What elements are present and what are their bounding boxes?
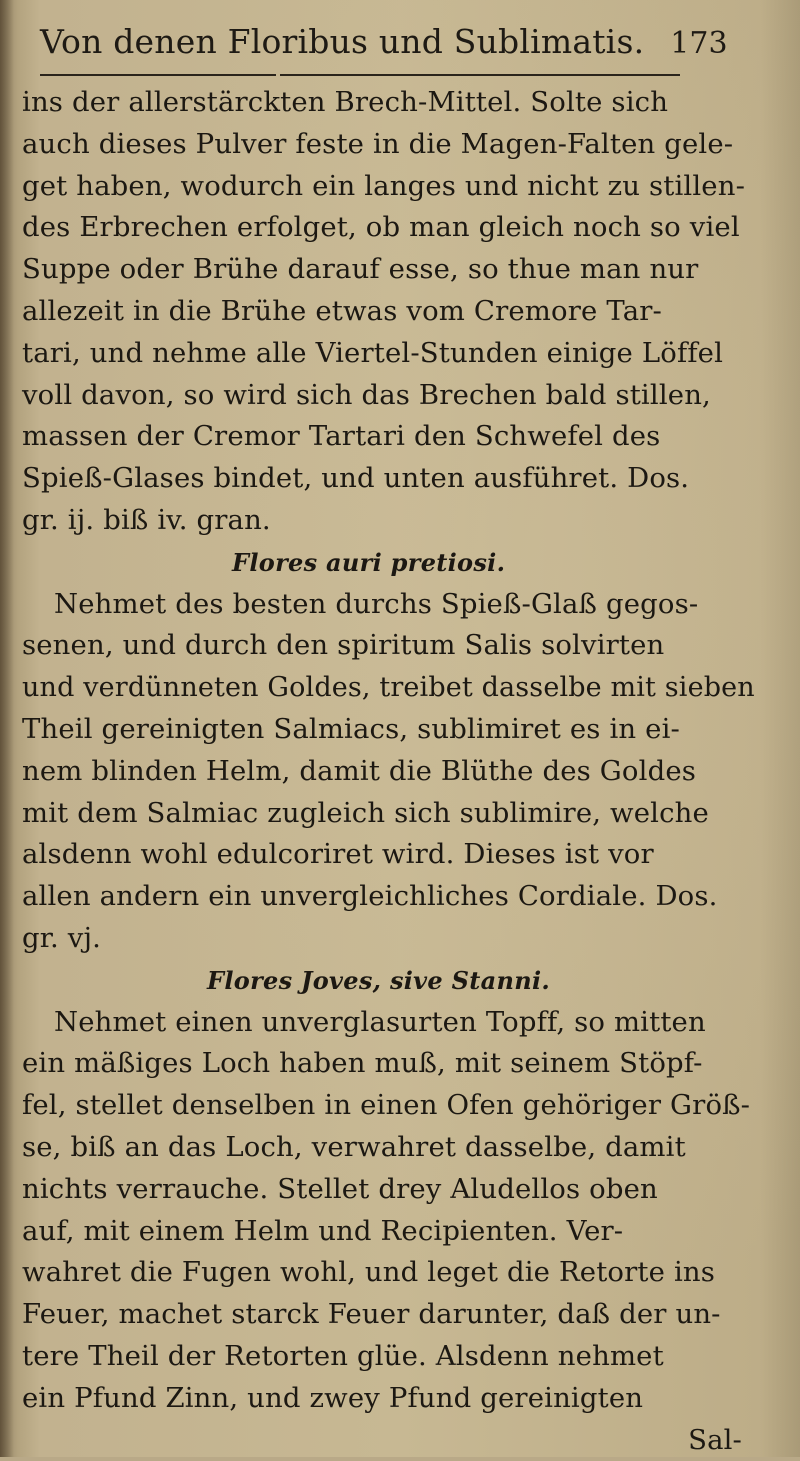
text-line: Theil gereinigten Salmiacs, sublimiret es in ei-	[22, 709, 742, 751]
text-line: ein mäßiges Loch haben muß, mit seinem Stöpf-	[22, 1043, 742, 1085]
text-line: massen der Cremor Tartari den Schwefel des	[22, 416, 742, 458]
text-line: tere Theil der Retorten glüe. Alsdenn nehmet	[22, 1336, 742, 1378]
text-line: ins der allerstärckten Brech-Mittel. Solte sich	[22, 82, 742, 124]
text-line: nem blinden Helm, damit die Blüthe des Goldes	[22, 751, 742, 793]
text-line: Suppe oder Brühe darauf esse, so thue man nur	[22, 249, 742, 291]
text-line: und verdünneten Goldes, treibet dasselbe mit sieben	[22, 667, 742, 709]
text-line: wahret die Fugen wohl, und leget die Retorte ins	[22, 1252, 742, 1294]
text-line: Nehmet einen unverglasurten Topff, so mitten	[22, 1002, 742, 1044]
section-heading-flores-auri: Flores auri pretiosi.	[22, 542, 742, 584]
text-line: allezeit in die Brühe etwas vom Cremore Tar-	[22, 291, 742, 333]
text-line: Feuer, machet starck Feuer darunter, daß der un-	[22, 1294, 742, 1336]
text-line: gr. vj.	[22, 918, 742, 960]
text-line: auch dieses Pulver feste in die Magen-Falten gele-	[22, 124, 742, 166]
text-line: senen, und durch den spiritum Salis solvirten	[22, 625, 742, 667]
text-line: gr. ij. biß iv. gran.	[22, 500, 742, 542]
text-line: ein Pfund Zinn, und zwey Pfund gereinigten	[22, 1378, 742, 1420]
header-rule-right	[280, 74, 680, 76]
text-line: voll davon, so wird sich das Brechen bald stillen,	[22, 375, 742, 417]
text-line: auf, mit einem Helm und Recipienten. Ver-	[22, 1211, 742, 1253]
text-line: allen andern ein unvergleichliches Cordiale. Dos.	[22, 876, 742, 918]
catchword: Sal-	[22, 1420, 742, 1461]
text-line: get haben, wodurch ein langes und nicht zu stillen-	[22, 166, 742, 208]
text-line: mit dem Salmiac zugleich sich sublimire, welche	[22, 793, 742, 835]
text-line: alsdenn wohl edulcoriret wird. Dieses ist vor	[22, 834, 742, 876]
gutter-shadow	[0, 0, 14, 1457]
text-line: Nehmet des besten durchs Spieß-Glaß gegos-	[22, 584, 742, 626]
text-line: tari, und nehme alle Viertel-Stunden einige Löffel	[22, 333, 742, 375]
text-line: Spieß-Glases bindet, und unten ausführet. Dos.	[22, 458, 742, 500]
text-line: se, biß an das Loch, verwahret dasselbe, damit	[22, 1127, 742, 1169]
body-text	[22, 82, 742, 1461]
page-number: 173	[670, 26, 727, 61]
page-header	[40, 22, 730, 68]
text-line: nichts verrauche. Stellet drey Aludellos oben	[22, 1169, 742, 1211]
text-line: fel, stellet denselben in einen Ofen gehöriger Größ-	[22, 1085, 742, 1127]
running-head: Von denen Floribus und Sublimatis.	[40, 22, 644, 61]
text-line: des Erbrechen erfolget, ob man gleich noch so viel	[22, 207, 742, 249]
header-rule-left	[40, 74, 276, 76]
section-heading-flores-joves: Flores Joves, sive Stanni.	[22, 960, 742, 1002]
